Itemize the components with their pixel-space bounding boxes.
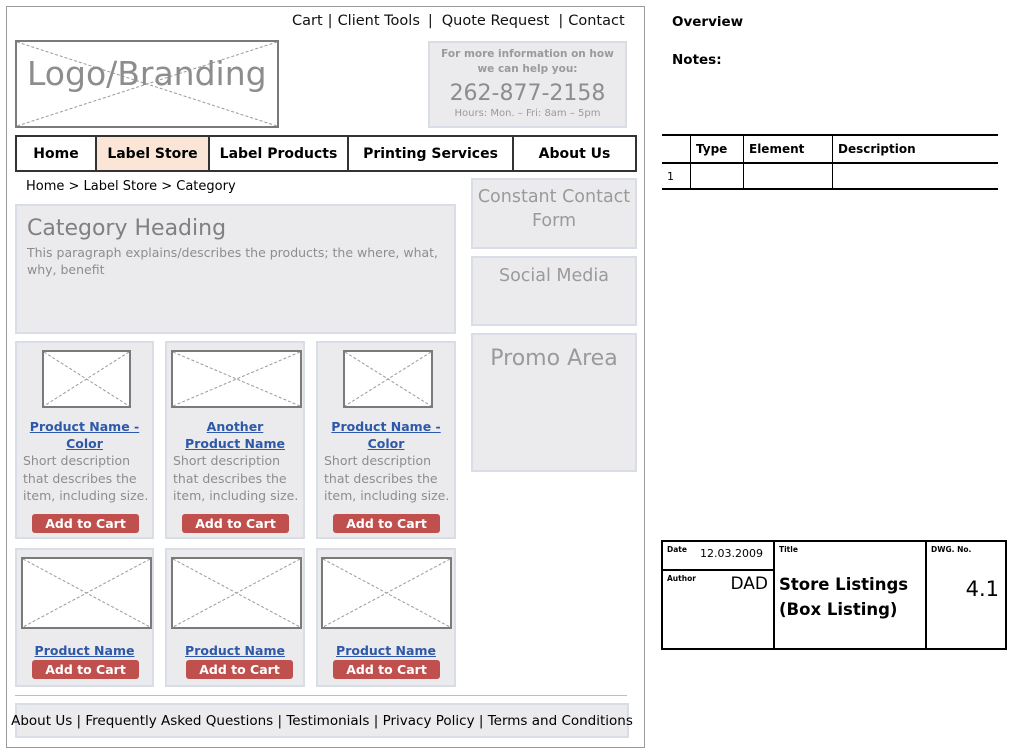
top-nav-contact[interactable]: Contact: [568, 13, 625, 29]
add-to-cart-button[interactable]: Add to Cart: [182, 514, 289, 533]
product-image[interactable]: [42, 350, 131, 408]
title-cell: [775, 542, 927, 648]
title-value: Store Listings (Box Listing): [779, 575, 909, 619]
logo-text: Logo/Branding: [27, 54, 267, 93]
placeholder-cross-icon: [173, 559, 300, 627]
constant-contact-form[interactable]: Constant Contact Form: [471, 178, 637, 249]
top-nav-separator: |: [427, 13, 433, 29]
table-cell-element: [744, 163, 833, 189]
placeholder-cross-icon: [173, 352, 300, 406]
nav-label-store[interactable]: Label Store: [97, 137, 210, 170]
product-description: Short description that describes the item, including size.: [324, 453, 450, 503]
title-block-meta: [663, 542, 775, 648]
author-label: Author: [667, 574, 696, 583]
business-hours: Hours: Mon. – Fri: 8am – 5pm: [454, 108, 601, 119]
table-header: [662, 135, 691, 163]
product-card: [15, 341, 154, 539]
dwg-number: 4.1: [965, 577, 999, 601]
table-header-type: Type: [691, 135, 744, 163]
table-header-element: Element: [744, 135, 833, 163]
top-nav-separator: |: [327, 13, 333, 29]
table-cell-type: [691, 163, 744, 189]
category-paragraph: This paragraph explains/describes the products; the where, what, why, benefit: [27, 245, 439, 277]
add-to-cart-button[interactable]: Add to Cart: [186, 660, 293, 679]
notes-heading: Notes:: [672, 52, 722, 68]
date-label: Date: [667, 545, 687, 554]
table-cell-description: [833, 163, 999, 189]
nav-about-us[interactable]: About Us: [538, 145, 611, 162]
category-block: [15, 204, 456, 334]
product-image[interactable]: [343, 350, 433, 408]
product-name-link[interactable]: Product Name: [34, 643, 135, 658]
table-header-description: Description: [833, 135, 999, 163]
footer-divider: [15, 695, 627, 696]
product-description: Short description that describes the item, including size.: [173, 453, 299, 503]
product-name-link[interactable]: Product Name - Color: [29, 419, 140, 451]
top-nav-client-tools[interactable]: Client Tools: [337, 13, 420, 29]
product-image[interactable]: [321, 557, 452, 629]
add-to-cart-button[interactable]: Add to Cart: [333, 660, 440, 679]
product-card: [165, 341, 305, 539]
product-image[interactable]: [171, 350, 302, 408]
dwg-label: DWG. No.: [931, 545, 972, 554]
product-name-link[interactable]: Product Name: [185, 643, 285, 658]
title-label: Title: [779, 545, 798, 554]
logo-placeholder[interactable]: [15, 40, 279, 128]
table-cell-number: 1: [662, 163, 691, 189]
product-card: [316, 548, 456, 687]
nav-home[interactable]: Home: [17, 137, 97, 170]
placeholder-cross-icon: [345, 352, 431, 406]
promo-area[interactable]: Promo Area: [471, 333, 637, 472]
product-card: [15, 548, 154, 687]
date-cell: [663, 542, 773, 571]
breadcrumb[interactable]: Home > Label Store > Category: [26, 179, 236, 194]
placeholder-cross-icon: [44, 352, 129, 406]
title-block: [661, 540, 1007, 650]
product-card: [316, 341, 456, 539]
product-image[interactable]: [21, 557, 152, 629]
nav-label-products[interactable]: Label Products: [210, 137, 349, 170]
top-nav-quote-request[interactable]: Quote Request: [441, 13, 550, 29]
contact-info-box: [428, 41, 627, 128]
product-description: Short description that describes the item, including size.: [23, 453, 149, 503]
top-nav-separator: |: [558, 13, 564, 29]
placeholder-cross-icon: [23, 559, 150, 627]
phone-number[interactable]: 262-877-2158: [449, 81, 606, 106]
drawing-number-cell: [927, 542, 1005, 648]
annotation-table: [662, 134, 998, 190]
overview-heading: Overview: [672, 14, 744, 30]
top-nav-cart[interactable]: Cart: [292, 13, 323, 29]
placeholder-cross-icon: [323, 559, 450, 627]
author-cell: [663, 571, 773, 648]
info-text: For more information on how we can help you:: [441, 48, 614, 75]
social-media[interactable]: Social Media: [471, 256, 637, 326]
author-value: DAD: [730, 574, 768, 594]
product-card: [165, 548, 305, 687]
product-image[interactable]: [171, 557, 302, 629]
product-name-link[interactable]: Another Product Name: [185, 419, 285, 451]
product-name-link[interactable]: Product Name: [336, 643, 436, 658]
nav-printing-services[interactable]: Printing Services: [349, 137, 514, 170]
footer-links[interactable]: About Us | Frequently Asked Questions | Testimonials | Privacy Policy | Terms and Conditions: [15, 703, 629, 738]
table-row: [662, 163, 998, 189]
add-to-cart-button[interactable]: Add to Cart: [32, 660, 139, 679]
date-value: 12.03.2009: [700, 547, 763, 560]
main-nav: [15, 135, 637, 172]
category-heading: Category Heading: [27, 216, 227, 241]
add-to-cart-button[interactable]: Add to Cart: [333, 514, 440, 533]
product-name-link[interactable]: Product Name - Color: [331, 419, 441, 451]
add-to-cart-button[interactable]: Add to Cart: [32, 514, 139, 533]
top-nav: [292, 13, 632, 33]
